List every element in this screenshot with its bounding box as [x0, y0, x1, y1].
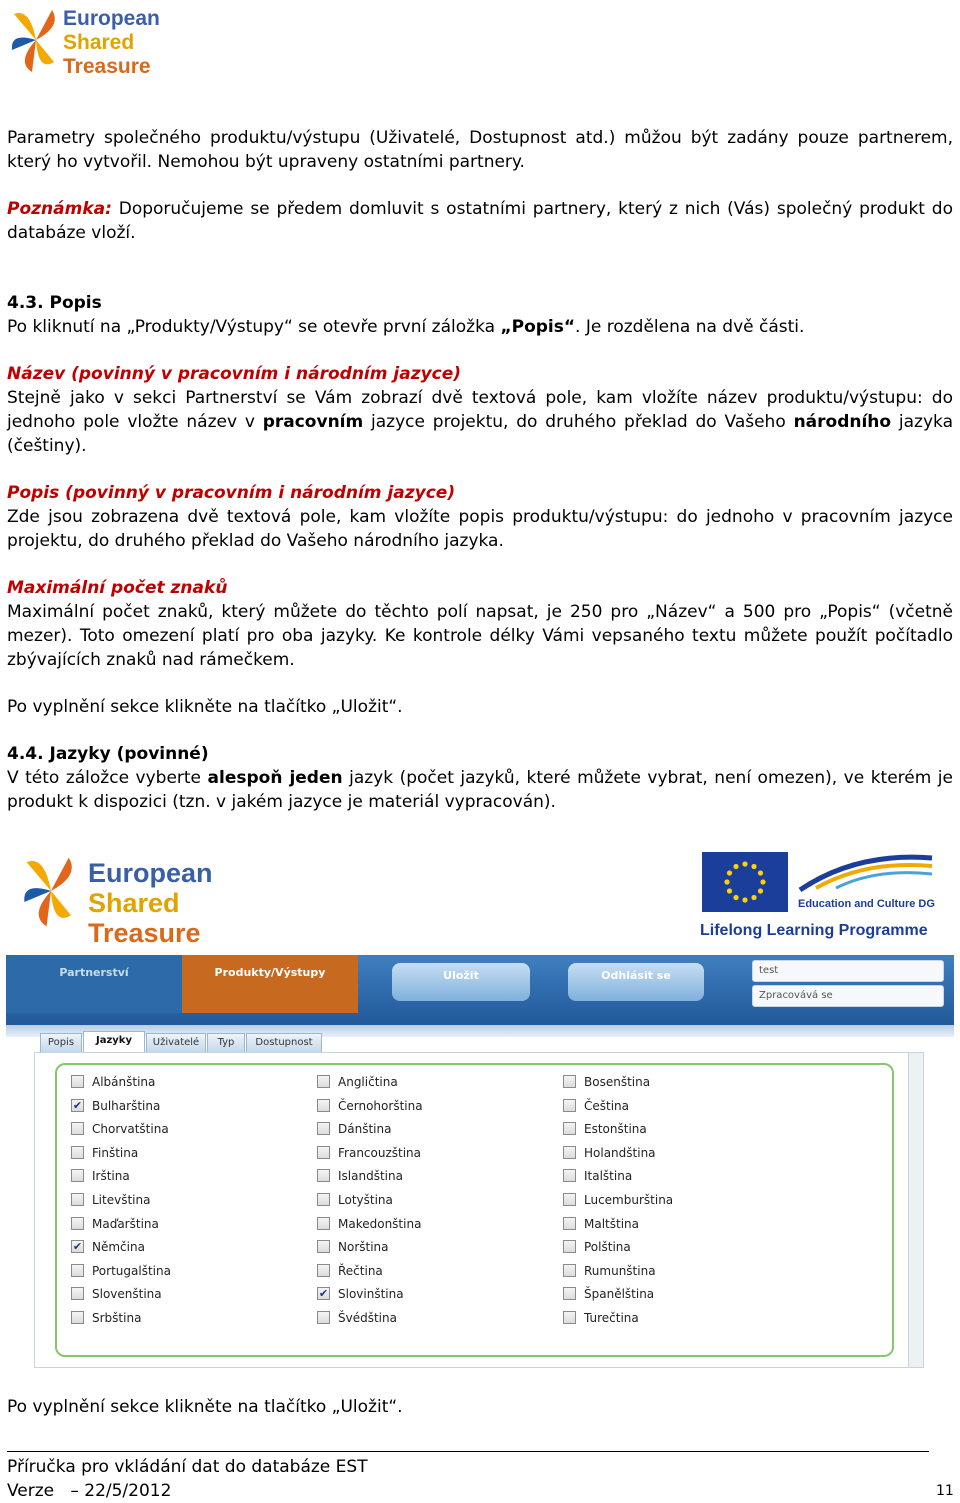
- nazev-b2: národního: [793, 412, 892, 432]
- note-label: Poznámka:: [7, 199, 112, 219]
- checkbox-unchecked-icon[interactable]: [71, 1146, 84, 1159]
- llp-swoosh-icon: [796, 852, 936, 892]
- language-label: Španělština: [584, 1287, 655, 1302]
- s43-pre: Po kliknutí na „Produkty/Výstupy“ se otevře první záložka: [7, 317, 501, 337]
- languages-panel: [34, 1052, 924, 1368]
- checkbox-unchecked-icon[interactable]: [563, 1264, 576, 1277]
- checkbox-unchecked-icon[interactable]: [71, 1169, 84, 1182]
- checkbox-unchecked-icon[interactable]: [71, 1311, 84, 1324]
- language-label: Bosenština: [584, 1075, 651, 1089]
- s44-t1: V této záložce vyberte: [7, 768, 208, 788]
- checkbox-unchecked-icon[interactable]: [71, 1217, 84, 1230]
- tab-popis[interactable]: Popis: [40, 1033, 82, 1052]
- checkbox-unchecked-icon[interactable]: [71, 1122, 84, 1135]
- paragraph-note: [7, 197, 953, 245]
- language-label: Holandština: [584, 1145, 656, 1160]
- language-label: Řečtina: [338, 1263, 383, 1278]
- checkbox-unchecked-icon[interactable]: [317, 1311, 330, 1324]
- checkbox-unchecked-icon[interactable]: [563, 1169, 576, 1182]
- section-4-3-text: [7, 315, 953, 339]
- checkbox-unchecked-icon[interactable]: [563, 1287, 576, 1300]
- checkbox-unchecked-icon[interactable]: [563, 1075, 576, 1088]
- nazev-t1: Stejně jako v sekci Partnerství se Vám zobrazí dvě textová pole, kam vložíte název produktu/výstupu: do jednoho pole vložte název v: [7, 388, 953, 432]
- language-label: Švédština: [338, 1311, 397, 1325]
- section-4-4-heading: 4.4. Jazyky (povinné): [7, 744, 209, 764]
- nav-logout-button[interactable]: Odhlásit se: [568, 963, 704, 1001]
- language-label: Čeština: [584, 1098, 630, 1113]
- tab-typ[interactable]: Typ: [207, 1033, 245, 1052]
- header-logo: [8, 4, 168, 80]
- nav-info-panel: [752, 960, 944, 1006]
- language-label: Bulharština: [92, 1098, 161, 1113]
- app-navbar: [6, 955, 954, 1025]
- footer-version: Verze – 22/5/2012: [7, 1481, 172, 1501]
- checkbox-unchecked-icon[interactable]: [563, 1193, 576, 1206]
- language-label: Portugalština: [92, 1263, 171, 1278]
- language-label: Slovenština: [92, 1287, 162, 1302]
- language-label: Maltština: [584, 1216, 639, 1231]
- nazev-t3: jazyka (češtiny).: [7, 412, 953, 456]
- checkbox-unchecked-icon[interactable]: [71, 1193, 84, 1206]
- language-label: Estonština: [584, 1122, 647, 1137]
- checkbox-unchecked-icon[interactable]: [317, 1217, 330, 1230]
- language-label: Rumunština: [584, 1263, 656, 1278]
- language-label: Slovinština: [338, 1287, 404, 1302]
- eu-branding: [696, 850, 946, 946]
- checkbox-unchecked-icon[interactable]: [317, 1240, 330, 1253]
- app-logo-shared: Shared: [88, 888, 180, 918]
- language-label: Turečtina: [584, 1311, 639, 1325]
- app-logo-pinwheel-icon: [20, 848, 82, 936]
- paragraph-parameters: Parametry společného produktu/výstupu (Uživatelé, Dostupnost atd.) můžou být zadány pouze partnerem, který ho vytvořil. Nemohou být upraveny ostatními partnery.: [7, 128, 953, 172]
- s44-t2: jazyk (počet jazyků, které můžete vybrat, není omezen), ve kterém je produkt k dispozici (tzn. v jakém jazyce je materiál vypracován).: [7, 768, 953, 812]
- language-label: Lucemburština: [584, 1193, 674, 1207]
- app-screenshot: [6, 838, 954, 1370]
- info-status: Zpracovává se: [752, 985, 944, 1007]
- llp-label: Lifelong Learning Programme: [700, 922, 928, 939]
- max-text: Maximální počet znaků, který můžete do těchto polí napsat, je 250 pro „Název“ a 500 pro „Popis“ (včetně mezer). Toto omezení platí pro oba jazyky. Ke kontrole délky Vámi vepsaného textu můžete použít počítadlo zbývajících znaků nad rámečkem.: [7, 602, 953, 670]
- nazev-b1: pracovním: [262, 412, 364, 432]
- logo-line-shared: Shared: [63, 31, 135, 54]
- nav-save-button[interactable]: Uložit: [392, 963, 530, 1001]
- section-4-3-heading: 4.3. Popis: [7, 293, 102, 313]
- language-label: Polština: [584, 1240, 631, 1255]
- language-label: Albánština: [92, 1075, 156, 1089]
- max-heading: Maximální počet znaků: [7, 578, 228, 598]
- tab-uzivatele[interactable]: Uživatelé: [146, 1033, 206, 1052]
- language-label: Islandština: [338, 1169, 403, 1184]
- language-label: Maďarština: [92, 1216, 159, 1231]
- popis-text: Zde jsou zobrazena dvě textová pole, kam vložíte popis produktu/výstupu: do jednoho v pracovním jazyce projektu, do druhého překlad do Vašeho národního jazyka.: [7, 507, 953, 551]
- s43-bold: „Popis“: [500, 317, 576, 337]
- nav-tab-produkty[interactable]: Produkty/Výstupy: [182, 955, 358, 1013]
- eu-dg-label: Education and Culture DG: [798, 898, 935, 910]
- logo-pinwheel-icon: [8, 6, 64, 76]
- checkbox-checked-icon[interactable]: ✔: [72, 1098, 83, 1112]
- language-label: Italština: [584, 1169, 633, 1184]
- popis-heading: Popis (povinný v pracovním i národním jazyce): [7, 483, 456, 503]
- nazev-text: [7, 386, 953, 458]
- checkbox-checked-icon[interactable]: ✔: [72, 1240, 83, 1254]
- tab-dostupnost[interactable]: Dostupnost: [246, 1033, 322, 1052]
- language-label: Srbština: [92, 1311, 142, 1325]
- checkbox-unchecked-icon[interactable]: [317, 1146, 330, 1159]
- panel-scrollbar[interactable]: [908, 1053, 923, 1367]
- checkbox-unchecked-icon[interactable]: [317, 1264, 330, 1277]
- checkbox-unchecked-icon[interactable]: [317, 1075, 330, 1088]
- s43-post: . Je rozdělena na dvě části.: [575, 317, 805, 337]
- checkbox-unchecked-icon[interactable]: [563, 1099, 576, 1112]
- language-label: Černohorština: [338, 1098, 423, 1113]
- language-label: Norština: [338, 1240, 389, 1255]
- language-label: Irština: [92, 1169, 130, 1184]
- language-label: Finština: [92, 1145, 139, 1160]
- app-logo: [20, 848, 220, 948]
- checkbox-unchecked-icon[interactable]: [563, 1122, 576, 1135]
- checkbox-checked-icon[interactable]: ✔: [318, 1287, 329, 1301]
- nav-tab-partnerstvi[interactable]: Partnerství: [6, 955, 182, 1013]
- nazev-heading: Název (povinný v pracovním i národním jazyce): [7, 364, 462, 384]
- checkbox-unchecked-icon[interactable]: [563, 1311, 576, 1324]
- checkbox-unchecked-icon[interactable]: [563, 1217, 576, 1230]
- checkbox-unchecked-icon[interactable]: [563, 1240, 576, 1253]
- tab-jazyky[interactable]: Jazyky: [83, 1031, 145, 1053]
- info-project-name: test: [752, 960, 944, 982]
- section-4-4-text: [7, 766, 953, 814]
- checkbox-unchecked-icon[interactable]: [71, 1287, 84, 1300]
- language-label: Lotyština: [338, 1193, 393, 1207]
- checkbox-unchecked-icon[interactable]: [71, 1264, 84, 1277]
- eu-flag-icon: [702, 852, 788, 912]
- language-label: Makedonština: [338, 1216, 422, 1231]
- language-label: Dánština: [338, 1122, 392, 1137]
- s44-bold: alespoň jeden: [207, 768, 343, 788]
- footer-rule: [7, 1451, 929, 1452]
- save-instruction-2: Po vyplnění sekce klikněte na tlačítko „Uložit“.: [7, 1397, 403, 1417]
- note-text: Doporučujeme se předem domluvit s ostatními partnery, který z nich (Vás) společný produkt do databáze vloží.: [7, 199, 953, 243]
- languages-box: [55, 1063, 894, 1357]
- language-label: Litevština: [92, 1193, 151, 1207]
- checkbox-unchecked-icon[interactable]: [317, 1193, 330, 1206]
- checkbox-unchecked-icon[interactable]: [317, 1122, 330, 1135]
- nazev-t2: jazyce projektu, do druhého překlad do Vašeho: [363, 412, 794, 432]
- logo-line-treasure: Treasure: [63, 55, 151, 78]
- language-label: Francouzština: [338, 1145, 422, 1160]
- checkbox-unchecked-icon[interactable]: [71, 1075, 84, 1088]
- checkbox-unchecked-icon[interactable]: [317, 1099, 330, 1112]
- page-number: 11: [936, 1483, 954, 1499]
- save-instruction-1: Po vyplnění sekce klikněte na tlačítko „Uložit“.: [7, 697, 403, 717]
- app-logo-european: European: [88, 858, 213, 888]
- language-label: Chorvatština: [92, 1122, 169, 1137]
- logo-line-european: European: [63, 7, 160, 30]
- language-label: Angličtina: [338, 1075, 398, 1089]
- checkbox-unchecked-icon[interactable]: [563, 1146, 576, 1159]
- footer-title: Příručka pro vkládání dat do databáze EST: [7, 1457, 368, 1477]
- app-logo-treasure: Treasure: [88, 918, 201, 948]
- checkbox-unchecked-icon[interactable]: [317, 1169, 330, 1182]
- language-label: Němčina: [92, 1240, 145, 1255]
